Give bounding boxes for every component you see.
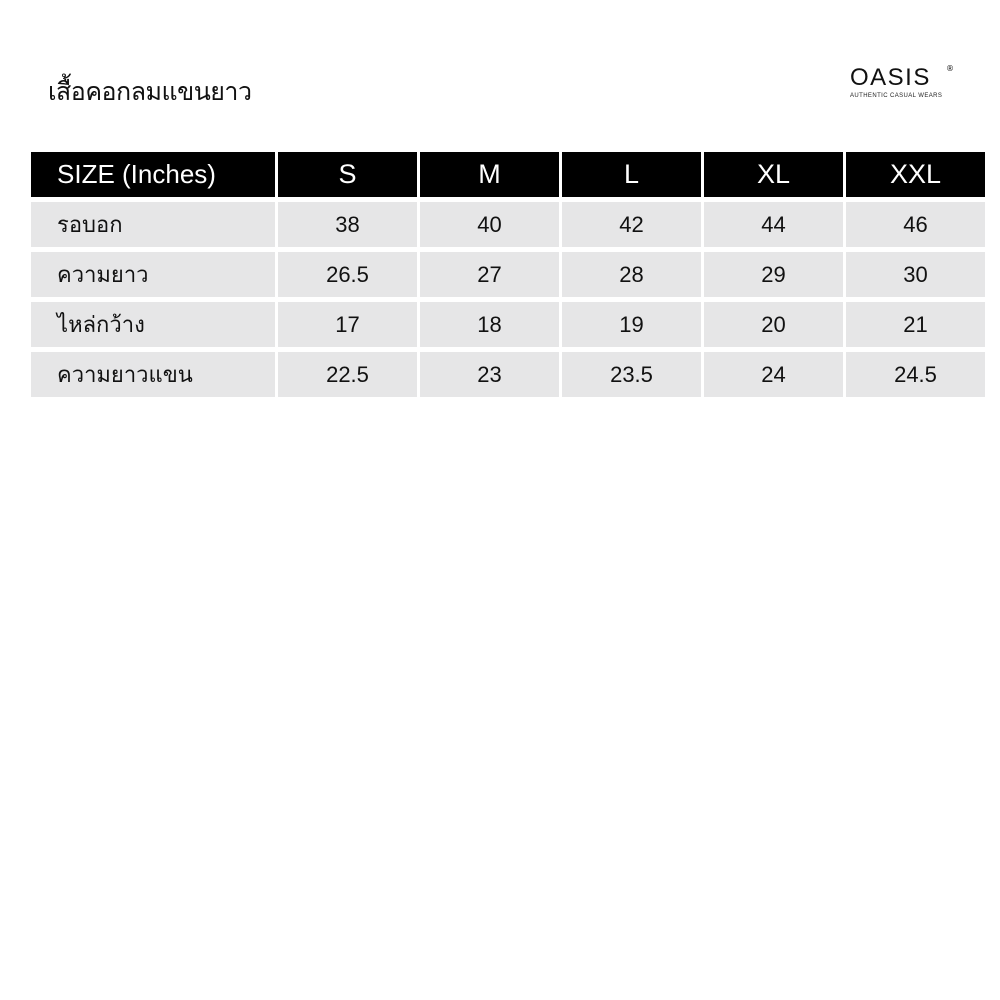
table-cell: 40 [420,202,559,247]
table-cell: 17 [278,302,417,347]
table-cell: 30 [846,252,985,297]
table-cell: 19 [562,302,701,347]
size-chart-table [28,147,988,402]
table-cell: 20 [704,302,843,347]
header-size-m: M [420,152,559,197]
row-label: ความยาว [31,252,275,297]
row-label: รอบอก [31,202,275,247]
header-size-xl: XL [704,152,843,197]
table-cell: 21 [846,302,985,347]
table-cell: 26.5 [278,252,417,297]
row-label: ความยาวแขน [31,352,275,397]
table-header-row [31,152,985,197]
row-label: ไหล่กว้าง [31,302,275,347]
header-size-label: SIZE (Inches) [31,152,275,197]
table-cell: 24 [704,352,843,397]
table-row [31,302,985,347]
table-cell: 18 [420,302,559,347]
table-cell: 23.5 [562,352,701,397]
registered-mark: ® [946,64,954,73]
table-cell: 29 [704,252,843,297]
table-row [31,352,985,397]
header-size-l: L [562,152,701,197]
table-cell: 42 [562,202,701,247]
page-title: เสื้อคอกลมแขนยาว [48,77,252,106]
brand-tagline: AUTHENTIC CASUAL WEARS [850,93,943,99]
table-cell: 23 [420,352,559,397]
brand-logo [850,64,955,99]
table-row [31,252,985,297]
table-row [31,202,985,247]
header-size-xxl: XXL [846,152,985,197]
table-cell: 38 [278,202,417,247]
table-cell: 27 [420,252,559,297]
table-cell: 24.5 [846,352,985,397]
header-size-s: S [278,152,417,197]
table-cell: 22.5 [278,352,417,397]
table-cell: 28 [562,252,701,297]
table-cell: 44 [704,202,843,247]
brand-name: OASIS [850,64,931,91]
table-cell: 46 [846,202,985,247]
